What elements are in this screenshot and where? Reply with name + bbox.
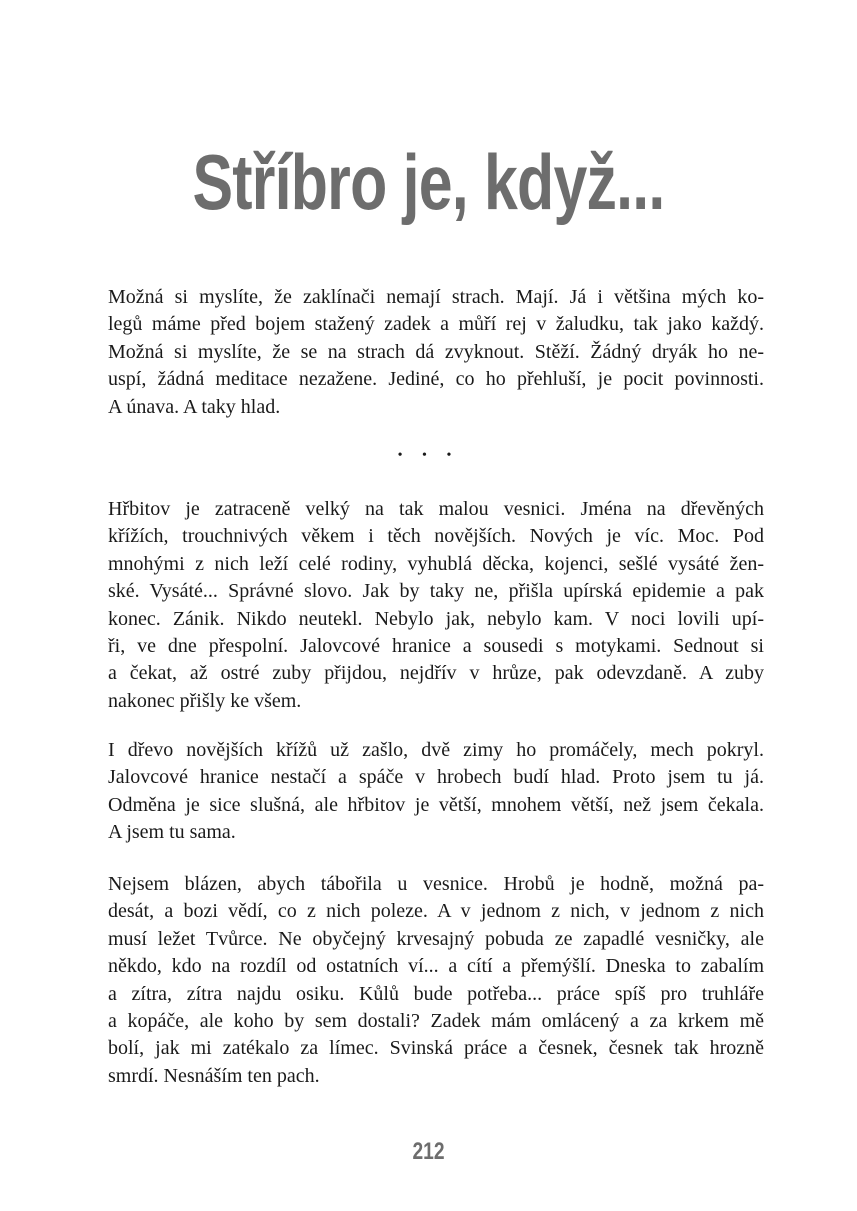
text-line: Nejsem blázen, abych tábořila u vesnice. Hrobů je hodně, možná pa- xyxy=(108,873,764,895)
text-line: A únava. A taky hlad. xyxy=(108,395,281,418)
text-line: uspí, žádná meditace nezažene. Jediné, co ho přehluší, je pocit povinnosti. xyxy=(108,368,764,391)
paragraph-3 xyxy=(92,737,764,847)
text-line: někdo, kdo na rozdíl od ostatních ví... a cítí a přemýšlí. Dneska to zabalím xyxy=(108,955,764,978)
text-line: smrdí. Nesnáším ten pach. xyxy=(108,1064,320,1087)
text-line: ři, ve dne přespolní. Jalovcové hranice a sousedi s motykami. Sednout si xyxy=(108,635,764,658)
text-line: Jalovcové hranice nestačí a spáče v hrobech budí hlad. Proto jsem tu já. xyxy=(108,766,764,789)
paragraph-4 xyxy=(92,871,764,1090)
paragraph-text xyxy=(92,737,764,847)
text-line: Možná si myslíte, že se na strach dá zvyknout. Stěží. Žádný dryák ho ne- xyxy=(108,340,764,363)
text-line: bolí, jak mi zatékalo za límec. Svinská práce a česnek, česnek tak hrozně xyxy=(108,1037,764,1060)
text-line: a zítra, zítra najdu osiku. Kůlů bude potřeba... práce spíš pro truhláře xyxy=(108,982,764,1005)
text-line: mnohými z nich leží celé rodiny, vyhublá děcka, kojenci, sešlé vysáté žen- xyxy=(108,552,764,575)
text-line: Možná si myslíte, že zaklínači nemají strach. Mají. Já i většina mých ko- xyxy=(108,286,764,308)
paragraph-text xyxy=(92,871,764,1090)
text-line: ské. Vysáté... Správné slovo. Jak by taky ne, přišla upírská epidemie a pak xyxy=(108,580,764,603)
text-line: Odměna je sice slušná, ale hřbitov je větší, mnohem větší, než jsem čekala. xyxy=(108,793,764,816)
text-line: desát, a bozi vědí, co z nich poleze. A v jednom z nich, v jednom z nich xyxy=(108,900,764,923)
text-line: Hřbitov je zatraceně velký na tak malou vesnici. Jména na dřevěných xyxy=(108,498,764,520)
text-line: A jsem tu sama. xyxy=(108,821,236,844)
paragraph-text xyxy=(92,284,764,421)
text-line: křížích, trouchnivých věkem i těch novějších. Nových je víc. Moc. Pod xyxy=(108,525,764,548)
text-line: a kopáče, ale koho by sem dostali? Zadek mám omlácený a za krkem mě xyxy=(108,1010,764,1033)
paragraph-1 xyxy=(92,284,764,421)
text-line: konec. Zánik. Nikdo neutekl. Nebylo jak, nebylo kam. V noci lovili upí- xyxy=(108,607,764,630)
text-line: nakonec přišly ke všem. xyxy=(108,689,302,712)
section-separator: • • • xyxy=(397,448,460,463)
paragraph-2 xyxy=(92,496,764,715)
text-line: I dřevo novějších křížů už zašlo, dvě zimy ho promáčely, mech pokryl. xyxy=(108,739,764,761)
text-line: a čekat, až ostré zuby přijdou, nejdřív v hrůze, pak odevzdaně. A zuby xyxy=(108,662,764,685)
text-line: musí ležet Tvůrce. Ne obyčejný krvesajný pobuda ze zapadlé vesničky, ale xyxy=(108,927,764,950)
chapter-title: Stříbro je, když... xyxy=(192,138,665,226)
page-number: 212 xyxy=(412,1138,445,1165)
paragraph-text xyxy=(92,496,764,715)
text-line: legů máme před bojem stažený zadek a můří rej v žaludku, tak jako každý. xyxy=(108,313,764,336)
